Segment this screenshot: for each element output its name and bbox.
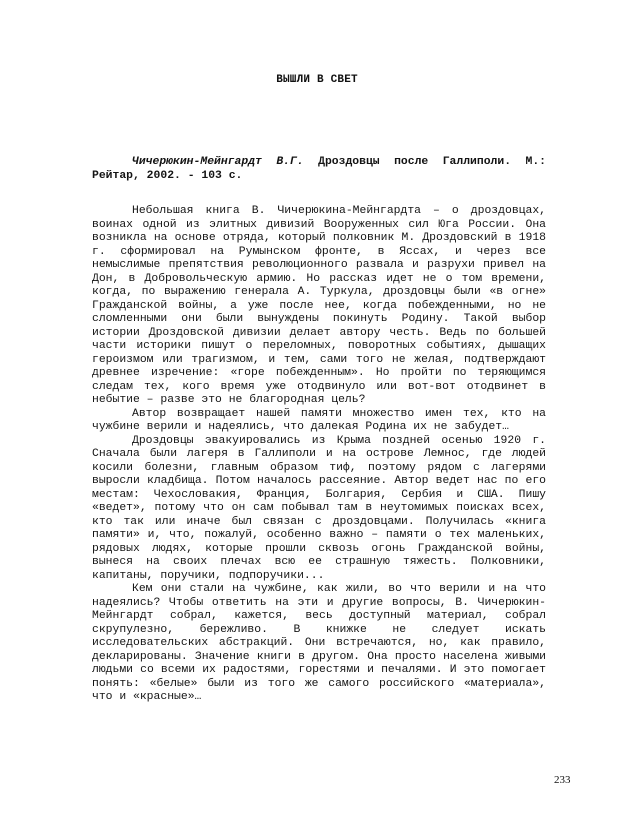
- review-body: [92, 156, 546, 705]
- book-title: Дроздовцы после Галлиполи. М.: Рейтар, 2002. - 103 с.: [92, 156, 546, 182]
- review-paragraph-3: Дроздовцы эвакуировались из Крыма поздней осенью 1920 г. Сначала были лагеря в Галлиполи и на острове Лемнос, где людей косили болезни, главным образом тиф, поэтому рядом с лагерями выросли кладбища. Потом началось рассеяние. Автор ведет нас по его местам: Чехословакия, Франция, Болгария, Сербия и США. Пишу «ведет», потому что он сам побывал там в неутомимых поисках всех, кто так или иначе был связан с дроздовцами. Получилась «книга памяти» и, что, пожалуй, особенно важно – памяти о тех маленьких, рядовых людях, которые прошли сквозь огонь Гражданской войны, вынеся на своих плечах всю ее страшную тяжесть. Полковники, капитаны, поручики, подпоручики...: [92, 434, 546, 582]
- section-heading: ВЫШЛИ В СВЕТ: [276, 74, 358, 86]
- page-number: 233: [554, 774, 571, 786]
- review-paragraph-2: Автор возвращает нашей памяти множество имен тех, кто на чужбине верили и надеялись, что далекая Родина их не забудет…: [92, 407, 546, 433]
- review-paragraph-4: Кем они стали на чужбине, как жили, во что верили и на что надеялись? Чтобы ответить на эти и другие вопросы, В. Чичерюкин-Мейнгардт собрал, кажется, весь доступный материал, собрал скрупулезно, бережливо. В книжке не следует искать исследовательских абстракций. Они встречаются, но, как правило, декларированы. Значение книги в другом. Она просто населена живыми людьми со всеми их радостями, горестями и печалями. И это помогает понять: «белые» были из того же самого российского «материала», что и «красные»…: [92, 583, 546, 703]
- review-paragraph-1: Небольшая книга В. Чичерюкина-Мейнгардта – о дроздовцах, воинах одной из элитных дивизий Вооруженных сил Юга России. Она возникла на основе отряда, который полковник М. Дроздовский в 1918 г. сформировал на Румынском фронте, в Яссах, и через все немыслимые препятствия революционного развала и разрухи привел на Дон, в Добровольческую армию. Но рассказ идет не о том времени, когда, по выражению генерала А. Туркула, дроздовцы были «в огне» Гражданской войны, а уже после нее, когда побежденными, но не сломленными они были вынуждены покинуть Родину. Такой выбор истории Дроздовской дивизии делает автору честь. Ведь по большей части историки пишут о переломных, поворотных событиях, дышащих героизмом или трагизмом, и тем, сами того не желая, подтверждают древнее изречение: «горе побежденным». Но пройти по теряющимся следам тех, кого время уже отодвинуло или вот-вот отодвинет в небытие – разве это не благородная цель?: [92, 205, 546, 406]
- book-citation: [92, 156, 546, 183]
- book-author: Чичерюкин-Мейнгардт В.Г.: [132, 156, 304, 168]
